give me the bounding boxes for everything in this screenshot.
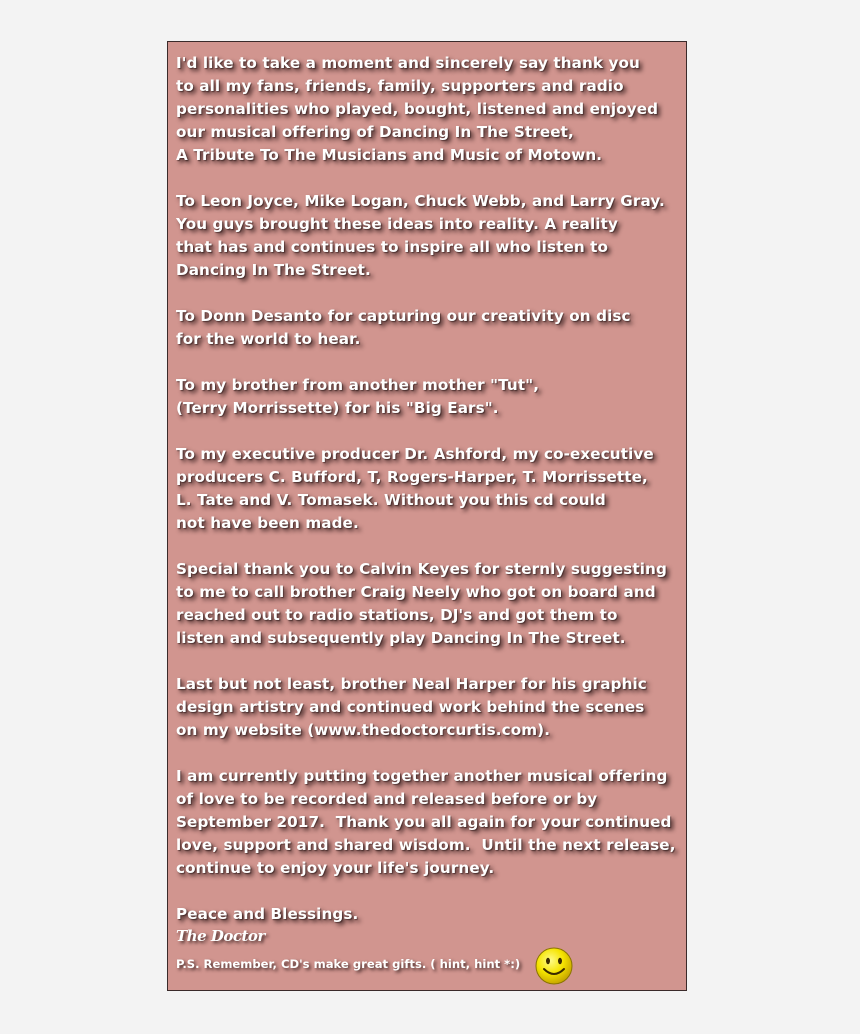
letter-paragraph (176, 52, 686, 167)
letter-line: to all my fans, friends, family, supporters and radio (176, 77, 624, 95)
letter-paragraph (176, 374, 686, 420)
letter-line: our musical offering of Dancing In The Street, (176, 123, 574, 141)
letter-line: To Leon Joyce, Mike Logan, Chuck Webb, and Larry Gray. (176, 192, 665, 210)
letter-line: personalities who played, bought, listened and enjoyed (176, 100, 659, 118)
letter-paragraph (176, 443, 686, 535)
letter-line: to me to call brother Craig Neely who got on board and (176, 583, 656, 601)
letter-line: not have been made. (176, 514, 359, 532)
letter-line: L. Tate and V. Tomasek. Without you this cd could (176, 491, 606, 509)
letter-body (176, 52, 686, 880)
letter-paragraph (176, 765, 686, 880)
letter-line: that has and continues to inspire all who listen to (176, 238, 609, 256)
letter-line: love, support and shared wisdom. Until the next release, (176, 836, 676, 854)
letter-line: Last but not least, brother Neal Harper for his graphic (176, 675, 647, 693)
postscript: P.S. Remember, CD's make great gifts. ( hint, hint *:) (176, 957, 521, 971)
letter-line: for the world to hear. (176, 330, 361, 348)
closing-line: Peace and Blessings. (176, 905, 359, 923)
signature: The Doctor (176, 927, 265, 945)
letter-line: of love to be recorded and released before or by (176, 790, 598, 808)
letter-line: September 2017. Thank you all again for your continued (176, 813, 672, 831)
letter-line: on my website (www.thedoctorcurtis.com). (176, 721, 551, 739)
letter-paragraph (176, 558, 686, 650)
letter-paragraph (176, 305, 686, 351)
letter-paragraph (176, 190, 686, 282)
letter-line: design artistry and continued work behind the scenes (176, 698, 645, 716)
letter-line: I'd like to take a moment and sincerely say thank you (176, 54, 640, 72)
postscript-row (176, 946, 686, 986)
letter-line: To Donn Desanto for capturing our creativity on disc (176, 307, 631, 325)
letter-line: (Terry Morrissette) for his "Big Ears". (176, 399, 499, 417)
letter-line: producers C. Bufford, T, Rogers-Harper, T. Morrissette, (176, 468, 648, 486)
letter-line: To my brother from another mother "Tut", (176, 376, 540, 394)
letter-line: You guys brought these ideas into reality. A reality (176, 215, 618, 233)
letter-line: Dancing In The Street. (176, 261, 371, 279)
letter-line: Special thank you to Calvin Keyes for sternly suggesting (176, 560, 667, 578)
letter-line: I am currently putting together another musical offering (176, 767, 668, 785)
smiley-face-icon (534, 946, 574, 986)
letter-line: To my executive producer Dr. Ashford, my co-executive (176, 445, 654, 463)
sign-off (176, 903, 686, 986)
letter-paragraph (176, 673, 686, 742)
letter-line: reached out to radio stations, DJ's and got them to (176, 606, 618, 624)
letter-line: A Tribute To The Musicians and Music of Motown. (176, 146, 603, 164)
letter-panel (167, 41, 687, 991)
letter-line: continue to enjoy your life's journey. (176, 859, 495, 877)
letter-line: listen and subsequently play Dancing In The Street. (176, 629, 626, 647)
